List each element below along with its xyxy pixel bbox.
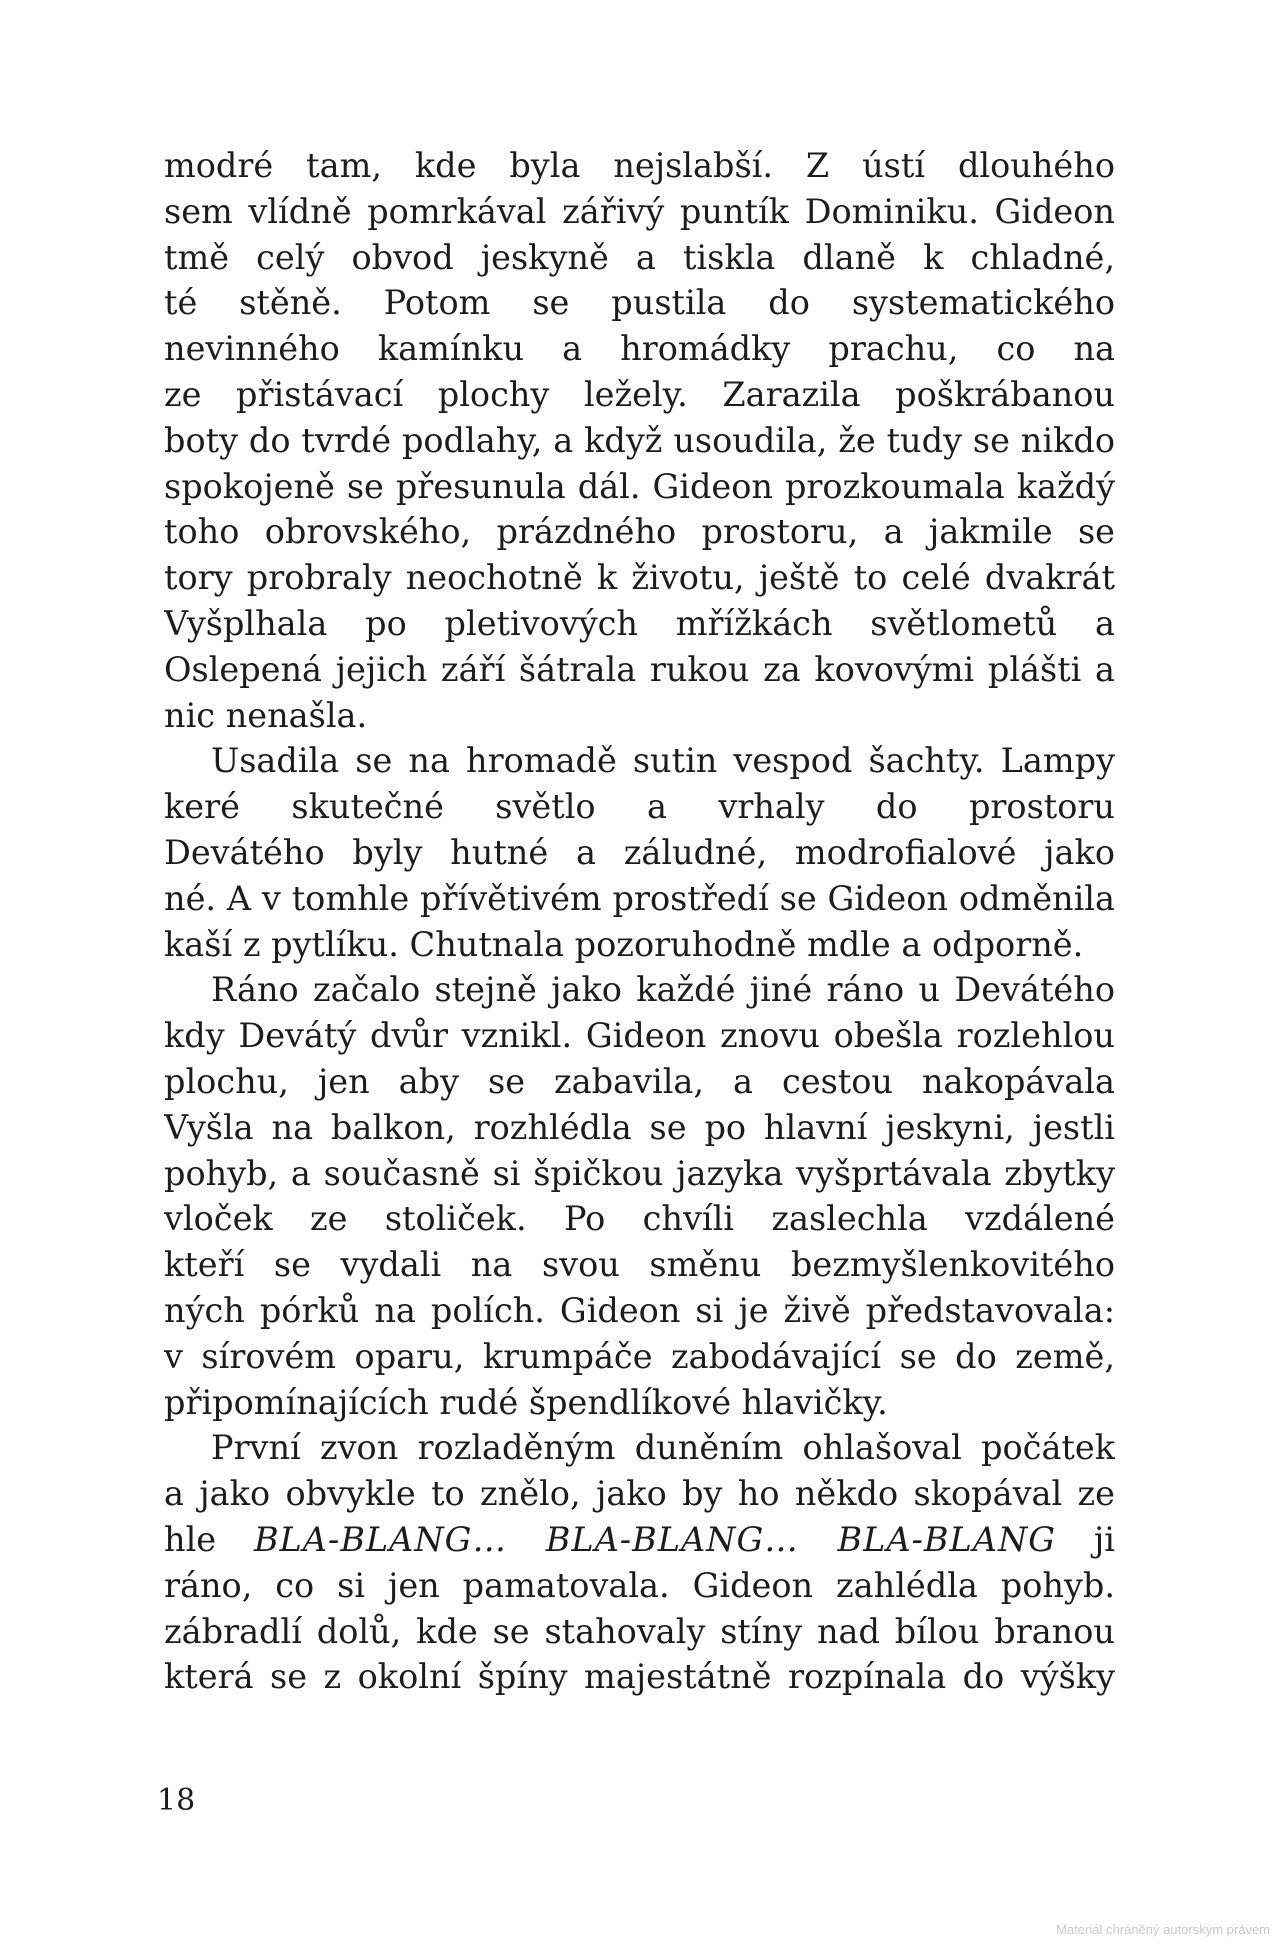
text-line: té stěně. Potom se pustila do systematického	[164, 283, 1115, 323]
text-line: připomínajících rudé špendlíkové hlavičky.	[164, 1382, 888, 1422]
text-line: spokojeně se přesunula dál. Gideon prozkoumala každý	[164, 466, 1115, 506]
text-line: keré skutečné světlo a vrhaly do prostoru	[164, 787, 1115, 827]
text-line: sem vlídně pomrkával zářivý puntík Dominiku. Gideon	[164, 191, 1115, 231]
text-fragment: hle	[164, 1519, 217, 1559]
text-line: Ráno začalo stejně jako každé jiné ráno u Devátého	[211, 970, 1115, 1010]
text-line: boty do tvrdé podlahy, a když usoudila, že tudy se nikdo	[164, 420, 1115, 460]
text-line: která se z okolní špíny majestátně rozpínala do výšky	[164, 1657, 1115, 1697]
text-line: né. A v tomhle přívětivém prostředí se Gideon odměnila	[164, 878, 1115, 918]
text-line: a jako obvykle to znělo, jako by ho někdo skopával ze	[164, 1474, 1115, 1514]
text-line: Oslepená jejich září šátrala rukou za kovovými plášti a	[164, 649, 1115, 689]
text-line: Vyšplhala po pletivových mřížkách světlometů a	[164, 603, 1115, 643]
text-line: ných pórků na polích. Gideon si je živě představovala:	[164, 1290, 1115, 1330]
text-line: kteří se vydali na svou směnu bezmyšlenkovitého	[164, 1245, 1115, 1285]
text-line: nevinného kamínku a hromádky prachu, co na	[164, 329, 1115, 369]
text-line: kaší z pytlíku. Chutnala pozoruhodně mdle a odporně.	[164, 924, 1084, 964]
text-line: tory probraly neochotně k životu, ještě to celé dvakrát	[164, 558, 1115, 598]
body-text	[164, 143, 1115, 1700]
text-line: zábradlí dolů, kde se stahovaly stíny nad bílou branou	[164, 1611, 1115, 1651]
copyright-watermark: Materiál chráněný autorským právem	[1056, 1922, 1270, 1937]
text-line: kdy Devátý dvůr vznikl. Gideon znovu obešla rozlehlou	[164, 1016, 1115, 1056]
text-line: Devátého byly hutné a záludné, modrofialové jako	[164, 832, 1115, 872]
text-line: toho obrovského, prázdného prostoru, a jakmile se	[164, 512, 1115, 552]
text-fragment: ji	[1093, 1519, 1115, 1559]
text-line: Vyšla na balkon, rozhlédla se po hlavní jeskyni, jestli	[164, 1107, 1115, 1147]
text-line: modré tam, kde byla nejslabší. Z ústí dlouhého	[164, 146, 1115, 185]
paragraph	[164, 143, 1115, 738]
bell-sound-text: BLA-BLANG… BLA-BLANG… BLA-BLANG	[253, 1519, 1057, 1559]
text-line: Usadila se na hromadě sutin vespod šachty. Lampy	[211, 741, 1115, 781]
text-line: nic nenašla.	[164, 695, 368, 735]
text-line: v sírovém oparu, krumpáče zabodávající se do země,	[164, 1336, 1115, 1376]
paragraph	[164, 967, 1115, 1425]
text-line: ráno, co si jen pamatovala. Gideon zahlédla pohyb.	[164, 1565, 1115, 1605]
text-line: tmě celý obvod jeskyně a tiskla dlaně k chladné,	[164, 237, 1115, 277]
paragraph	[164, 1425, 1115, 1700]
text-line: ze přistávací plochy ležely. Zarazila poškrábanou	[164, 374, 1115, 414]
text-line: vloček ze stoliček. Po chvíli zaslechla vzdálené	[164, 1199, 1115, 1239]
paragraph	[164, 738, 1115, 967]
text-line: plochu, jen aby se zabavila, a cestou nakopávala	[164, 1061, 1115, 1101]
text-line: pohyb, a současně si špičkou jazyka vyšprtávala zbytky	[164, 1153, 1115, 1193]
page-number: 18	[157, 1783, 196, 1818]
text-line: První zvon rozladěným duněním ohlašoval počátek	[211, 1428, 1115, 1468]
text-line	[164, 1517, 1115, 1563]
